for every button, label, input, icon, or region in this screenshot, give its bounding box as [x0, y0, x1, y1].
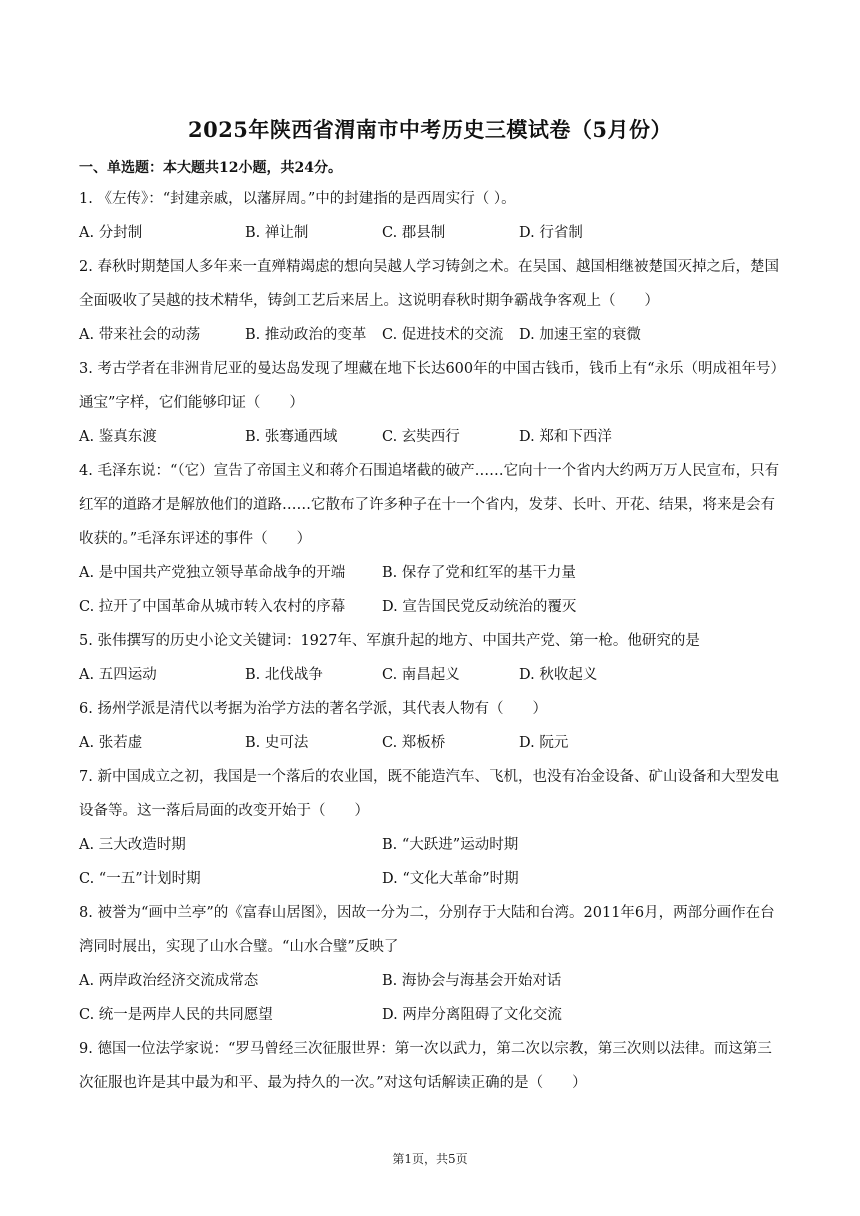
question-options: [79, 556, 785, 590]
question-stem: 4. 毛泽东说：“（它）宣告了帝国主义和蒋介石围追堵截的破产……它向十一个省内大约两万万人民宣布，只有红军的道路才是解放他们的道路……它散布了许多种子在十一个省内，发芽、长叶、开花、结果，将来是会有收获的。”毛泽东评述的事件（ ）: [79, 463, 780, 547]
option: B. 推动政治的变革: [245, 327, 367, 343]
question-stem: 9. 德国一位法学家说：“罗马曾经三次征服世界：第一次以武力，第二次以宗教，第三次则以法律。而这第三次征服也许是其中最为和平、最为持久的一次。”对这句话解读正确的是（ ）: [79, 1041, 772, 1091]
option: C. 拉开了中国革命从城市转入农村的序幕: [79, 599, 346, 615]
option: B. 保存了党和红军的基干力量: [382, 565, 576, 581]
option: B. 海协会与海基会开始对话: [382, 973, 562, 989]
question-stem: 3. 考古学者在非洲肯尼亚的曼达岛发现了埋藏在地下长达600年的中国古钱币，钱币上有“永乐（明成祖年号）通宝”字样，它们能够印证（ ）: [79, 361, 778, 411]
option: B. 张骞通西域: [245, 429, 338, 445]
option: D. 阮元: [519, 735, 569, 751]
option: B. 禅让制: [245, 225, 309, 241]
question-options: [79, 420, 785, 454]
question-options: [79, 964, 785, 998]
option: A. 分封制: [79, 225, 143, 241]
question-options: [79, 318, 785, 352]
option: D. 加速王室的衰微: [519, 327, 641, 343]
option: D. “文化大革命”时期: [382, 871, 519, 887]
option: C. 南昌起义: [382, 667, 460, 683]
option: A. 带来社会的动荡: [79, 327, 201, 343]
option: A. 两岸政治经济交流成常态: [79, 973, 259, 989]
question-options: [79, 216, 785, 250]
question-stem: 5. 张伟撰写的历史小论文关键词：1927年、军旗升起的地方、中国共产党、第一枪。他研究的是: [79, 633, 700, 649]
question-options: [79, 998, 785, 1032]
option: A. 五四运动: [79, 667, 157, 683]
option: C. 郑板桥: [382, 735, 446, 751]
option: C. 统一是两岸人民的共同愿望: [79, 1007, 273, 1023]
option: D. 两岸分离阻碍了文化交流: [382, 1007, 562, 1023]
option: B. 北伐战争: [245, 667, 323, 683]
question-stem: 6. 扬州学派是清代以考据为治学方法的著名学派，其代表人物有（ ）: [79, 701, 547, 717]
option: A. 三大改造时期: [79, 837, 186, 853]
question-stem: 7. 新中国成立之初，我国是一个落后的农业国，既不能造汽车、飞机，也没有冶金设备、矿山设备和大型发电设备等。这一落后局面的改变开始于（ ）: [79, 769, 779, 819]
question-options: [79, 828, 785, 862]
option: B. 史可法: [245, 735, 309, 751]
section-heading: 一、单选题：本大题共12小题，共24分。: [79, 160, 342, 176]
option: B. “大跃进”运动时期: [382, 837, 519, 853]
page-footer: 第1页，共5页: [392, 1152, 468, 1166]
question-options: [79, 590, 785, 624]
question-options: [79, 658, 785, 692]
option: D. 郑和下西洋: [519, 429, 612, 445]
option: C. “一五”计划时期: [79, 871, 201, 887]
option: A. 鉴真东渡: [79, 429, 157, 445]
question-stem: 8. 被誉为“画中兰亭”的《富春山居图》，因故一分为二，分别存于大陆和台湾。2011年6月，两部分画作在台湾同时展出，实现了山水合璧。“山水合璧”反映了: [79, 905, 775, 955]
question-stem: 1. 《左传》：“封建亲戚，以藩屏周。”中的封建指的是西周实行（ ）。: [79, 191, 516, 207]
option: C. 促进技术的交流: [382, 327, 504, 343]
option: C. 玄奘西行: [382, 429, 460, 445]
option: D. 宣告国民党反动统治的覆灭: [382, 599, 577, 615]
question-options: [79, 862, 785, 896]
question-stem: 2. 春秋时期楚国人多年来一直殚精竭虑的想向吴越人学习铸剑之术。在吴国、越国相继被楚国灭掉之后，楚国全面吸收了吴越的技术精华，铸剑工艺后来居上。这说明春秋时期争霸战争客观上（ ）: [79, 259, 779, 309]
option: D. 秋收起义: [519, 667, 598, 683]
option: D. 行省制: [519, 225, 583, 241]
option: A. 是中国共产党独立领导革命战争的开端: [79, 565, 346, 581]
option: A. 张若虚: [79, 735, 143, 751]
option: C. 郡县制: [382, 225, 446, 241]
page-title: 2025年陕西省渭南市中考历史三模试卷（5月份）: [187, 117, 673, 142]
question-options: [79, 726, 785, 760]
